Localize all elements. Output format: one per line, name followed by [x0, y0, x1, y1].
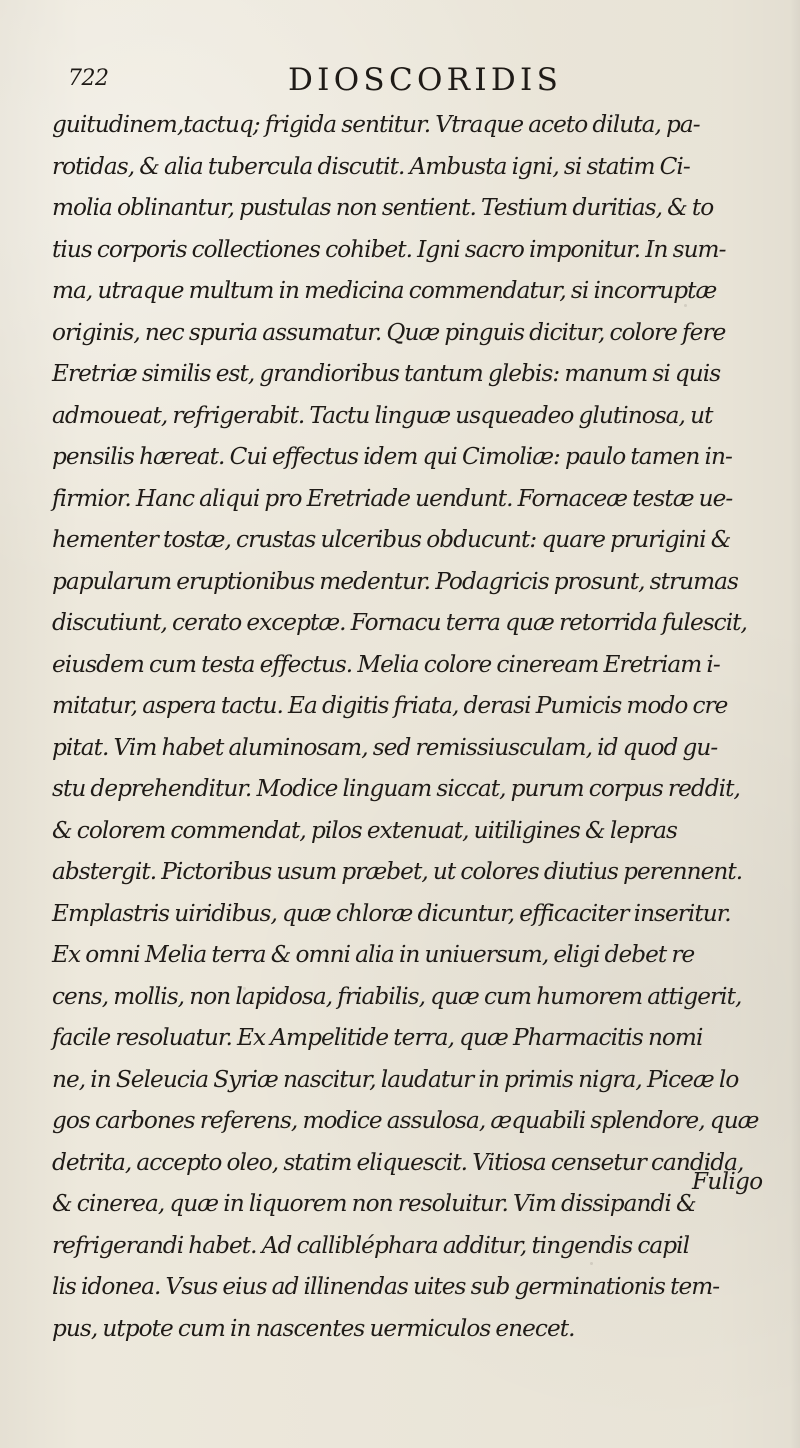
paper-speck	[590, 1262, 593, 1265]
paper-speck	[684, 304, 687, 307]
text-line: refrigerandi habet. Ad callibléphara additur, tingendis capil	[52, 1231, 690, 1259]
text-line: gos carbones referens, modice assulosa, æquabili splendore, quæ	[52, 1107, 759, 1134]
text-line: ne, in Seleucia Syriæ nascitur, laudatur in primis nigra, Piceæ lo	[52, 1065, 739, 1093]
text-line: lis idonea. Vsus eius ad illinendas uites sub germinationis tem-	[52, 1273, 720, 1300]
text-line: tius corporis collectiones cohibet. Igni sacro imponitur. In sum-	[52, 235, 726, 263]
text-line: Emplastris uiridibus, quæ chloræ dicuntur, efficaciter inseritur.	[52, 899, 731, 927]
page-header	[68, 62, 728, 108]
text-line: detrita, accepto oleo, statim eliquescit. Vitiosa censetur candida,	[52, 1148, 744, 1176]
page-edge-shadow	[790, 0, 800, 1448]
paper-speck	[243, 987, 246, 990]
text-line: firmior. Hanc aliqui pro Eretriade uendunt. Fornaceæ testæ ue-	[52, 484, 733, 512]
text-line: pensilis hæreat. Cui effectus idem qui Cimoliæ: paulo tamen in-	[52, 443, 732, 470]
text-line: & colorem commendat, pilos extenuat, uitiligines & lepras	[52, 816, 677, 844]
text-line: rotidas, & alia tubercula discutit. Ambusta igni, si statim Ci-	[52, 152, 690, 180]
text-line: admoueat, refrigerabit. Tactu linguæ usqueadeo glutinosa, ut	[52, 401, 713, 429]
text-line: abstergit. Pictoribus usum præbet, ut colores diutius perennent.	[52, 858, 743, 885]
text-line: guitudinem,tactuq; frigida sentitur. Vtraque aceto diluta, pa-	[52, 111, 700, 138]
text-line: molia oblinantur, pustulas non sentient. Testium duritias, & to	[52, 194, 714, 221]
text-line: Eretriæ similis est, grandioribus tantum glebis: manum si quis	[52, 360, 721, 387]
page-number: 722	[68, 66, 109, 91]
text-line: mitatur, aspera tactu. Ea digitis friata, derasi Pumicis modo cre	[52, 692, 728, 719]
text-line: facile resoluatur. Ex Ampelitide terra, quæ Pharmacitis nomi	[52, 1024, 703, 1051]
text-line: papularum eruptionibus medentur. Podagricis prosunt, strumas	[52, 567, 738, 595]
text-line: cens, mollis, non lapidosa, friabilis, quæ cum humorem attigerit,	[52, 982, 742, 1010]
running-title: DIOSCORIDIS	[288, 62, 563, 98]
main-text-block	[52, 104, 759, 1349]
text-line: pus, utpote cum in nascentes uermiculos enecet.	[52, 1314, 575, 1342]
paper-speck	[121, 162, 124, 165]
text-line: Ex omni Melia terra & omni alia in uniuersum, eligi debet re	[52, 941, 695, 968]
catchword: Fuligo	[692, 1169, 763, 1195]
text-line: discutiunt, cerato exceptæ. Fornacu terra quæ retorrida fulescit,	[52, 609, 747, 636]
text-line: hementer tostæ, crustas ulceribus obducunt: quare prurigini &	[52, 526, 731, 553]
text-line: originis, nec spuria assumatur. Quæ pinguis dicitur, colore fere	[52, 318, 726, 346]
text-line: ma, utraque multum in medicina commendatur, si incorruptæ	[52, 277, 717, 304]
text-line: stu deprehenditur. Modice linguam siccat, purum corpus reddit,	[52, 775, 740, 802]
text-line: pitat. Vim habet aluminosam, sed remissiusculam, id quod gu-	[52, 733, 718, 761]
text-line: & cinerea, quæ in liquorem non resoluitur. Vim dissipandi &	[52, 1190, 696, 1217]
text-line: eiusdem cum testa effectus. Melia colore cineream Eretriam i-	[52, 650, 720, 678]
